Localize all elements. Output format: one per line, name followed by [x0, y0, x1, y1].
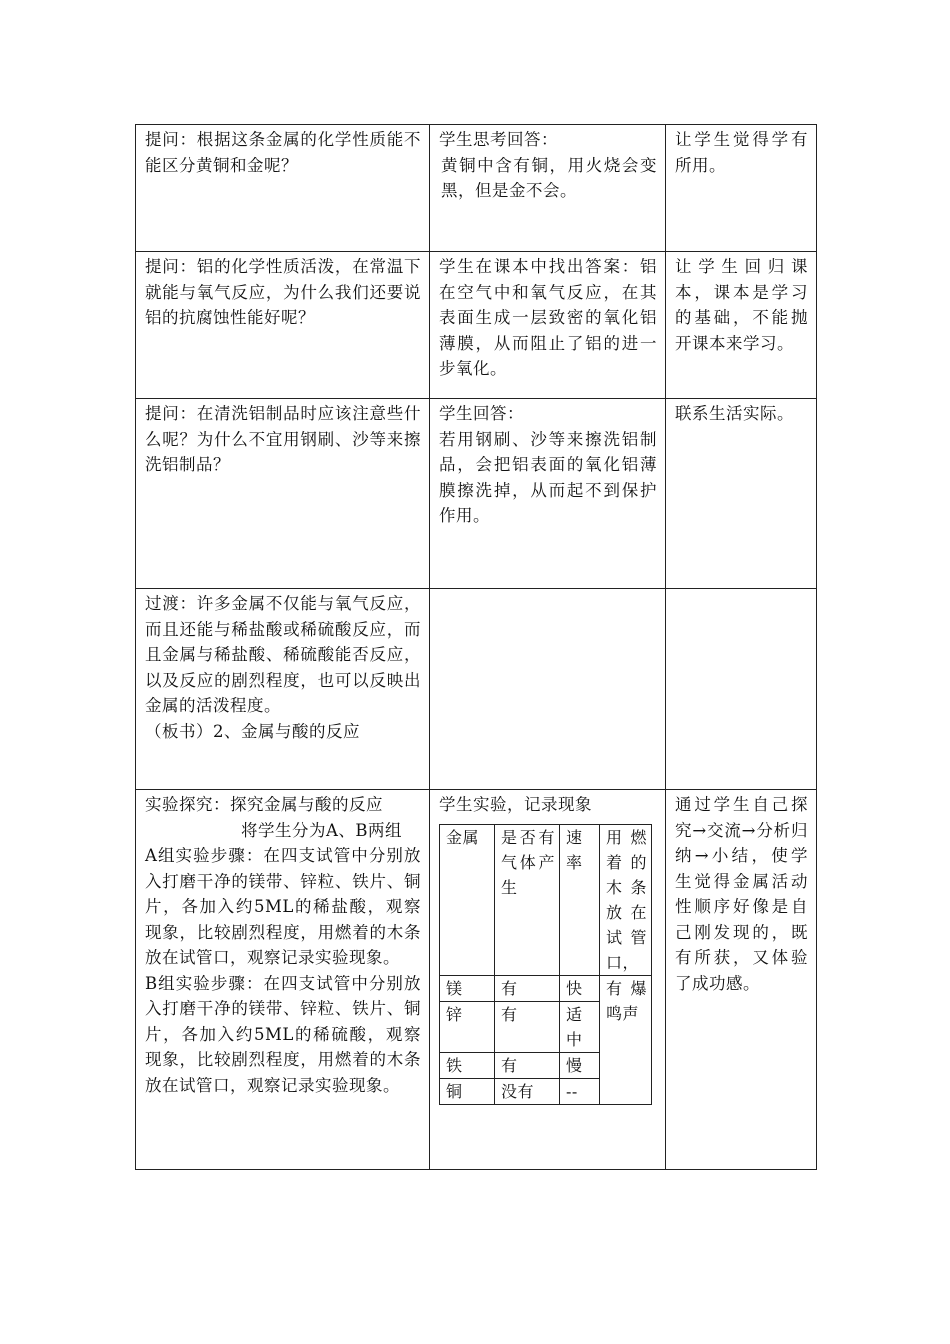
gas-cell: 有 — [495, 1001, 560, 1052]
board-note: （板书）2、金属与酸的反应 — [145, 721, 360, 741]
student-cell — [430, 125, 666, 252]
column-header-metal: 金属 — [440, 824, 495, 975]
column-header-flame: 用燃着的木条放在试管口， — [600, 824, 652, 975]
purpose-text: 通过学生自己探究→交流→分析归纳→小结，使学生觉得金属活动性顺序好像是自己刚发现的，既有所获，又体验了成功感。 — [675, 795, 808, 993]
purpose-text: 联系生活实际。 — [675, 404, 794, 423]
purpose-text: 让学生回归课本，课本是学习的基础，不能抛开课本来学习。 — [675, 257, 808, 353]
column-header-gas: 是否有气体产生 — [495, 824, 560, 975]
metal-cell: 镁 — [440, 975, 495, 1001]
rate-cell: 快 — [560, 975, 600, 1001]
rate-cell: -- — [560, 1078, 600, 1104]
flame-result-cell: 有爆鸣声 — [600, 975, 652, 1104]
teacher-cell — [136, 399, 430, 589]
teacher-cell — [136, 252, 430, 399]
table-row — [136, 252, 817, 399]
purpose-cell — [666, 589, 817, 790]
teacher-text: 提问：铝的化学性质活泼，在常温下就能与氧气反应，为什么我们还要说铝的抗腐蚀性能好呢？ — [145, 257, 421, 327]
teacher-text: 提问：在清洗铝制品时应该注意些什么呢？为什么不宜用钢刷、沙等来擦洗铝制品？ — [145, 404, 421, 474]
teacher-cell — [136, 790, 430, 1170]
student-text: 学生回答： — [439, 404, 524, 423]
lesson-table — [135, 124, 817, 1170]
teacher-text: 提问：根据这条金属的化学性质能不能区分黄铜和金呢？ — [145, 130, 421, 175]
observation-table — [439, 824, 652, 1105]
student-cell — [430, 399, 666, 589]
teacher-cell — [136, 125, 430, 252]
student-text: 若用钢刷、沙等来擦洗铝制品，会把铝表面的氧化铝薄膜擦洗掉，从而起不到保护作用。 — [439, 429, 657, 525]
table-row — [136, 125, 817, 252]
experiment-title: 实验探究：探究金属与酸的反应 — [145, 795, 383, 814]
metal-cell: 铁 — [440, 1052, 495, 1078]
purpose-cell — [666, 399, 817, 589]
group-note: 将学生分为A、B两组 — [241, 820, 403, 840]
group-b-steps: B组实验步骤：在四支试管中分别放入打磨干净的镁带、锌粒、铁片、铜片，各加入约5ML的稀硫酸，观察现象，比较剧烈程度，用燃着的木条放在试管口，观察记录实验现象。 — [145, 973, 421, 1095]
purpose-cell — [666, 125, 817, 252]
gas-cell: 没有 — [495, 1078, 560, 1104]
teacher-text: 过渡：许多金属不仅能与氧气反应，而且还能与稀盐酸或稀硫酸反应，而且金属与稀盐酸、稀硫酸能否反应，以及反应的剧烈程度，也可以反映出金属的活泼程度。 — [145, 594, 421, 715]
purpose-text: 让学生觉得学有所用。 — [675, 130, 808, 175]
purpose-cell — [666, 252, 817, 399]
student-text: 黄铜中含有铜，用火烧会变黑，但是金不会。 — [441, 155, 657, 200]
metal-cell: 锌 — [440, 1001, 495, 1052]
student-cell — [430, 252, 666, 399]
table-row — [136, 399, 817, 589]
student-text: 学生思考回答： — [439, 130, 558, 149]
table-row — [136, 589, 817, 790]
observation-header-row — [440, 824, 652, 975]
purpose-cell — [666, 790, 817, 1170]
gas-cell: 有 — [495, 1052, 560, 1078]
student-text: 学生在课本中找出答案：铝在空气中和氧气反应，在其表面生成一层致密的氧化铝薄膜，从而阻止了铝的进一步氧化。 — [439, 257, 657, 378]
experiment-row — [136, 790, 817, 1170]
observation-row — [440, 975, 652, 1001]
metal-cell: 铜 — [440, 1078, 495, 1104]
student-cell — [430, 790, 666, 1170]
gas-cell: 有 — [495, 975, 560, 1001]
group-a-steps: A组实验步骤：在四支试管中分别放入打磨干净的镁带、锌粒、铁片、铜片，各加入约5ML的稀盐酸，观察现象，比较剧烈程度，用燃着的木条放在试管口，观察记录实验现象。 — [145, 846, 421, 967]
rate-cell: 适中 — [560, 1001, 600, 1052]
column-header-rate: 速率 — [560, 824, 600, 975]
student-cell — [430, 589, 666, 790]
rate-cell: 慢 — [560, 1052, 600, 1078]
teacher-cell — [136, 589, 430, 790]
student-text: 学生实验，记录现象 — [439, 795, 592, 814]
